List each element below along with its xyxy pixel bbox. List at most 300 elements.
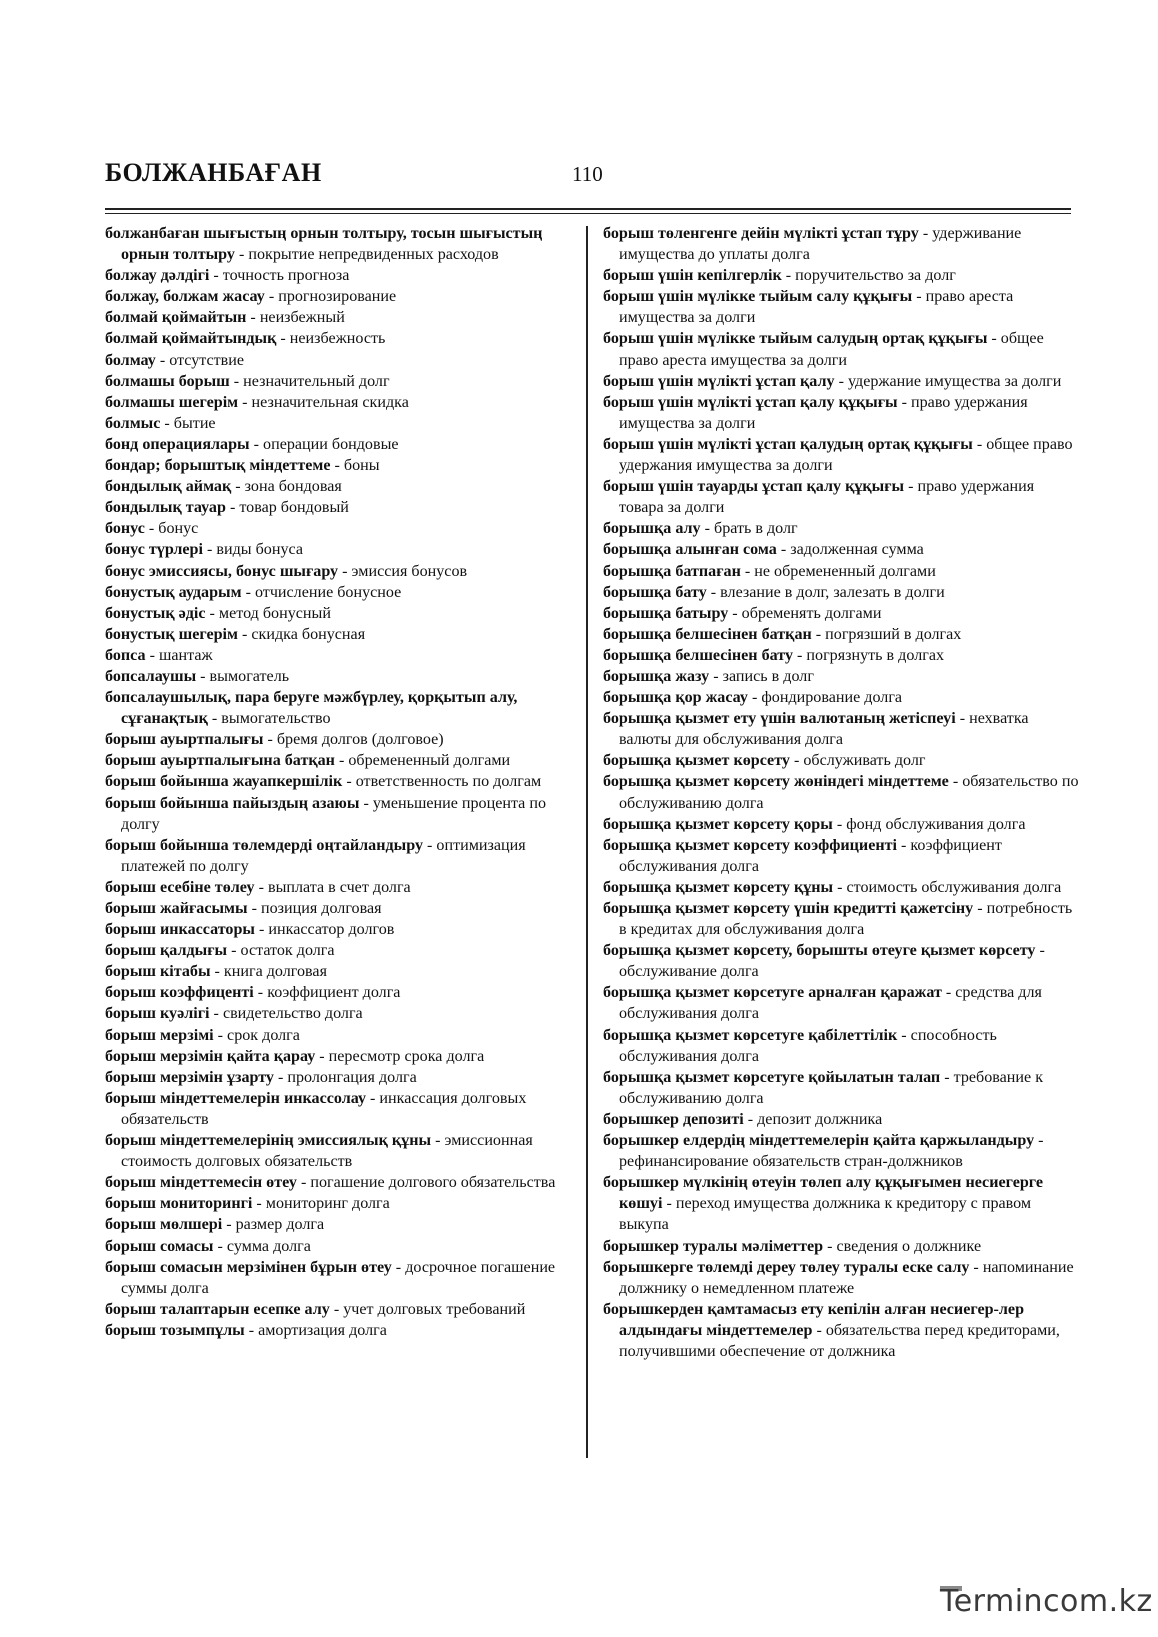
entry-separator: -	[359, 794, 373, 812]
dictionary-entry	[105, 898, 567, 919]
dictionary-entry	[603, 582, 1081, 603]
entry-term: борышқа белшесінен бату	[603, 646, 794, 664]
dictionary-entry	[603, 1172, 1081, 1235]
entry-translation: виды бонуса	[216, 541, 303, 559]
entry-separator: -	[987, 330, 1001, 348]
entry-term: борыш инкассаторы	[105, 921, 255, 939]
page-number: 110	[572, 162, 603, 186]
entry-translation: обремененный долгами	[348, 752, 511, 770]
entry-term: болмай қоймайтын	[105, 309, 247, 327]
dictionary-entry	[603, 1299, 1081, 1362]
entry-term: борыш кітабы	[105, 963, 211, 981]
entry-term: борыш міндеттемесін өтеу	[105, 1174, 297, 1192]
entry-separator: -	[342, 773, 356, 791]
entry-term: борышқа қызмет көрсетуге қабілеттілік	[603, 1026, 898, 1044]
running-head-title: БОЛЖАНБАҒАН	[105, 158, 322, 187]
entry-separator: -	[231, 478, 245, 496]
dictionary-entry	[603, 1236, 1081, 1257]
entry-separator: -	[781, 267, 796, 285]
entry-term: борыш мөлшері	[105, 1216, 223, 1234]
entry-separator: -	[296, 1174, 311, 1192]
entry-term: борышқа қызмет көрсету қоры	[603, 815, 833, 833]
entry-term: борыш мониторингі	[105, 1195, 253, 1213]
entry-separator: -	[155, 351, 170, 369]
dictionary-entry	[105, 1299, 567, 1320]
entry-term: борыш төленгенге дейін мүлікті ұстап тұру	[603, 225, 919, 242]
entry-translation: запись в долг	[722, 667, 814, 685]
dictionary-entry	[105, 940, 567, 961]
dictionary-entry	[105, 1067, 567, 1088]
dictionary-entry	[603, 265, 1081, 286]
dictionary-entry	[603, 645, 1081, 666]
dictionary-entry	[105, 1214, 567, 1235]
entry-term: борышқа батыру	[603, 604, 729, 622]
entry-separator: -	[972, 435, 987, 453]
dictionary-entry	[105, 666, 567, 687]
entry-separator: -	[213, 1237, 227, 1255]
header-rule-thin	[105, 213, 1071, 214]
dictionary-entry	[603, 1257, 1081, 1299]
entry-translation: не обремененный долгами	[754, 562, 936, 580]
dictionary-entry	[105, 1236, 567, 1257]
dictionary-entry	[105, 1320, 567, 1341]
entry-translation: бонус	[158, 520, 199, 538]
entry-separator: -	[225, 499, 240, 517]
entry-term: борыш қалдығы	[105, 942, 228, 960]
dictionary-entry	[105, 982, 567, 1003]
entry-term: борыш үшін мүлікке тыйым салу құқығы	[603, 288, 913, 306]
dictionary-entry	[603, 434, 1081, 476]
entry-term: борышқа қызмет көрсету үшін кредитті қажетсіну	[603, 900, 974, 917]
entry-term: борыш коэффиценті	[105, 984, 254, 1002]
dictionary-entry	[603, 286, 1081, 328]
entry-separator: -	[252, 1195, 266, 1213]
entry-translation: товар бондовый	[239, 499, 349, 517]
entry-term: борышқа қызмет көрсету коэффициенті	[603, 836, 898, 854]
dictionary-entry	[603, 898, 1081, 940]
entry-translation: оптимизация платежей по долгу	[121, 836, 526, 875]
entry-term: борышкер елдердің міндеттемелерін қайта қаржыландыру	[603, 1132, 1035, 1150]
dictionary-entry	[105, 1193, 567, 1214]
dictionary-entry	[105, 771, 567, 792]
entry-translation: досрочное погашение суммы долга	[121, 1258, 556, 1297]
dictionary-entry	[105, 350, 567, 371]
entry-term: бонус эмиссиясы, бонус шығару	[105, 562, 339, 580]
entry-term: болмашы борыш	[105, 372, 230, 390]
dictionary-entry	[105, 1046, 567, 1067]
dictionary-entry	[105, 1003, 567, 1024]
dictionary-entry	[603, 940, 1081, 982]
entry-separator: -	[222, 1216, 236, 1234]
entry-translation: бытие	[173, 414, 216, 432]
entry-separator: -	[897, 393, 912, 411]
entry-translation: удерживание имущества до уплаты долга	[619, 225, 1022, 264]
entry-term: борышқа қызмет көрсету жөніндегі міндеттеме	[603, 773, 949, 791]
entry-translation: бремя долгов (долговое)	[276, 731, 444, 749]
entry-term: бондылық тауар	[105, 499, 226, 517]
dictionary-entry	[105, 750, 567, 771]
entry-term: борышқа жазу	[603, 667, 710, 685]
entry-separator: -	[706, 583, 721, 601]
watermark-logo	[940, 1582, 1153, 1626]
entry-translation: шантаж	[158, 646, 213, 664]
entry-separator: -	[897, 836, 911, 854]
entry-translation: право удержания товара за долги	[619, 478, 1035, 517]
entry-separator: -	[776, 541, 791, 559]
entry-term: борышқа қызмет ету үшін валютаның жетіспеуі	[603, 710, 956, 728]
entry-term: борыш бойынша жауапкершілік	[105, 773, 343, 791]
entry-term: борыш мерзімін ұзарту	[105, 1068, 274, 1086]
dictionary-entry	[603, 708, 1081, 750]
dictionary-entry	[603, 814, 1081, 835]
entry-term: борыш үшін кепілгерлік	[603, 267, 782, 285]
entry-translation: учет долговых требований	[343, 1300, 526, 1318]
dictionary-entry	[603, 877, 1081, 898]
entry-term: борыш есебіне төлеу	[105, 878, 255, 896]
entry-translation: позиция долговая	[261, 900, 382, 917]
entry-separator: -	[973, 900, 987, 917]
entry-term: болжау дәлдігі	[105, 267, 210, 285]
entry-term: бондар; борыштық міндеттеме	[105, 457, 331, 475]
entry-separator: -	[941, 984, 956, 1002]
entry-term: бопсалаушылық, пара беруге мәжбүрлеу, қорқытып алу, сұғанақтық	[105, 689, 518, 728]
entry-separator: -	[897, 1026, 911, 1044]
entry-separator: -	[244, 1321, 259, 1339]
entry-separator: -	[229, 372, 244, 390]
entry-term: борышқа қызмет көрсету, борышты өтеуге қызмет көрсету	[603, 942, 1036, 960]
entry-translation: инкассатор долгов	[268, 921, 395, 939]
entry-translation: удержание имущества за долги	[847, 372, 1062, 390]
dictionary-entry	[603, 539, 1081, 560]
dictionary-entry	[105, 539, 567, 560]
entry-translation: срок долга	[227, 1026, 300, 1044]
entry-separator: -	[918, 225, 933, 242]
entry-separator: -	[209, 267, 223, 285]
entry-term: борышқа алынған сома	[603, 541, 777, 559]
entry-term: борышкер депозиті	[603, 1110, 744, 1128]
entry-separator: -	[249, 435, 264, 453]
entry-translation: вымогатель	[209, 667, 290, 685]
entry-translation: стоимость обслуживания долга	[846, 878, 1062, 896]
dictionary-entry	[105, 265, 567, 286]
entry-term: бопсалаушы	[105, 667, 197, 685]
entry-term: борыш куәлігі	[105, 1005, 210, 1023]
dictionary-entry	[105, 518, 567, 539]
dictionary-entry	[105, 307, 567, 328]
entry-separator: -	[366, 1089, 380, 1107]
entry-term: борыш бойынша пайыздың азаюы	[105, 794, 360, 812]
entry-separator: -	[196, 667, 210, 685]
dictionary-entry	[603, 1109, 1081, 1130]
entry-term: бонус түрлері	[105, 541, 203, 559]
entry-translation: размер долга	[235, 1216, 325, 1234]
entry-term: болмашы шегерім	[105, 393, 239, 411]
dictionary-entry	[603, 835, 1081, 877]
dictionary-entry	[105, 835, 567, 877]
dictionary-entry	[105, 371, 567, 392]
entry-separator: -	[823, 1237, 837, 1255]
entry-separator: -	[700, 520, 714, 538]
entry-separator: -	[234, 246, 249, 264]
entry-term: борыш жайғасымы	[105, 900, 248, 917]
entry-term: болжанбаған шығыстың орнын толтыру, тосын шығыстың орнын толтыру	[105, 225, 543, 264]
entry-separator: -	[144, 520, 159, 538]
entry-separator: -	[391, 1258, 406, 1276]
entry-translation: рефинансирование обязательств стран-должников	[619, 1153, 963, 1171]
dictionary-entry	[105, 455, 567, 476]
entry-term: борыш міндеттемелерін инкассолау	[105, 1089, 366, 1107]
dictionary-entry	[603, 771, 1081, 813]
entry-separator: -	[709, 667, 723, 685]
entry-separator: -	[1034, 1132, 1044, 1150]
entry-translation: общее право удержания имущества за долги	[619, 435, 1073, 475]
entry-separator: -	[145, 646, 159, 664]
entry-term: борышқа қызмет көрсетуге арналған қаражат	[603, 984, 942, 1002]
entry-translation: напоминание должнику о немедленном платеже	[619, 1258, 1074, 1297]
dictionary-entry	[603, 1067, 1081, 1109]
entry-term: борыш бойынша төлемдерді оңтайландыру	[105, 836, 423, 854]
entry-term: борыш сомасын мерзімінен бұрын өтеу	[105, 1258, 392, 1276]
entry-separator: -	[329, 1300, 344, 1318]
entry-term: борышқа батпаған	[603, 562, 741, 580]
entry-translation: инкассация долговых обязательств	[121, 1089, 527, 1128]
entry-term: бонд операциялары	[105, 435, 250, 453]
entry-separator: -	[255, 921, 269, 939]
entry-translation: отсутствие	[169, 351, 245, 369]
entry-translation: сумма долга	[226, 1237, 311, 1255]
entry-translation: уменьшение процента по долгу	[121, 794, 547, 833]
watermark-text: Termincom.kz	[940, 1584, 1153, 1619]
dictionary-entry	[105, 1025, 567, 1046]
entry-translation: незначительная скидка	[251, 393, 409, 411]
entry-separator: -	[747, 689, 762, 707]
dictionary-entry	[105, 877, 567, 898]
entry-translation: скидка бонусная	[251, 625, 366, 643]
dictionary-entry	[105, 793, 567, 835]
dictionary-entry	[603, 666, 1081, 687]
entry-separator: -	[789, 752, 804, 770]
entry-translation: брать в долг	[714, 520, 798, 538]
dictionary-entry	[105, 582, 567, 603]
entry-translation: эмиссия бонусов	[351, 562, 468, 580]
dictionary-entry	[603, 223, 1081, 265]
entry-separator: -	[237, 625, 252, 643]
entry-term: борышқа қызмет көрсету құны	[603, 878, 834, 896]
entry-separator: -	[334, 752, 349, 770]
entry-term: бонустық аударым	[105, 583, 242, 601]
dictionary-entry	[603, 1130, 1081, 1172]
entry-separator: -	[338, 562, 352, 580]
entry-translation: обслуживание долга	[619, 963, 759, 981]
dictionary-entry	[603, 392, 1081, 434]
entry-translation: пересмотр срока долга	[328, 1047, 485, 1065]
entry-translation: амортизация долга	[258, 1321, 387, 1339]
dictionary-entry	[105, 561, 567, 582]
entry-translation: фондирование долга	[761, 689, 903, 707]
entry-translation: способность обслуживания долга	[619, 1026, 997, 1065]
entry-translation: погрязнуть в долгах	[806, 646, 945, 664]
dictionary-entry	[105, 1257, 567, 1299]
entry-separator: -	[253, 984, 268, 1002]
entry-separator: -	[276, 330, 290, 348]
entry-term: бопса	[105, 646, 146, 664]
entry-separator: -	[904, 478, 918, 496]
entry-translation: метод бонусный	[218, 604, 331, 622]
entry-term: борыш ауыртпалығы	[105, 731, 264, 749]
entry-separator: -	[247, 900, 261, 917]
entry-term: болжау, болжам жасау	[105, 288, 265, 306]
entry-translation: ответственность по долгам	[355, 773, 542, 791]
dictionary-entry	[603, 687, 1081, 708]
dictionary-entry	[603, 982, 1081, 1024]
column-divider	[586, 226, 588, 1458]
entry-separator: -	[227, 942, 241, 960]
entry-term: бонустық шегерім	[105, 625, 238, 643]
entry-translation: отчисление бонусное	[254, 583, 402, 601]
dictionary-entry	[105, 603, 567, 624]
entry-separator: -	[833, 878, 847, 896]
entry-translation: общее право ареста имущества за долги	[619, 330, 1044, 369]
dictionary-entry	[603, 624, 1081, 645]
dictionary-entry	[603, 328, 1081, 370]
entry-separator: -	[209, 1005, 223, 1023]
dictionary-entry	[105, 413, 567, 434]
entry-separator: -	[728, 604, 742, 622]
entry-term: борыш үшін мүлікке тыйым салудың ортақ құқығы	[603, 330, 988, 348]
entry-separator: -	[912, 288, 926, 306]
entry-translation: вымогательство	[221, 710, 331, 728]
entry-term: бондылық аймақ	[105, 478, 232, 496]
entry-term: борышқа қызмет көрсету	[603, 752, 790, 770]
entry-separator: -	[207, 710, 222, 728]
entry-separator: -	[793, 646, 807, 664]
entry-separator: -	[238, 393, 252, 411]
entry-term: борыш міндеттемелерінің эмиссиялық құны	[105, 1132, 432, 1150]
entry-term: борыш мерзімі	[105, 1026, 214, 1044]
dictionary-entry	[603, 561, 1081, 582]
entry-translation: незначительный долг	[243, 372, 390, 390]
entry-term: борышкерден қамтамасыз ету кепілін алған несиегер-лер алдындағы міндеттемелер	[603, 1300, 1025, 1339]
entry-translation: неизбежный	[259, 309, 345, 327]
entry-term: борыш үшін мүлікті ұстап қалу құқығы	[603, 393, 898, 411]
entry-translation: задолженная сумма	[790, 541, 924, 559]
entry-translation: эмиссионная стоимость долговых обязательств	[121, 1132, 533, 1171]
entry-term: борышқа алу	[603, 520, 701, 538]
entry-separator: -	[330, 457, 344, 475]
entry-separator: -	[263, 731, 277, 749]
entry-translation: обязательства перед кредиторами, получившими обеспечение от должника	[619, 1321, 1060, 1360]
dictionary-entry	[105, 434, 567, 455]
right-column	[603, 223, 1081, 1362]
entry-term: борыш үшін тауарды ұстап қалу құқығы	[603, 478, 905, 496]
entry-translation: покрытие непредвиденных расходов	[248, 246, 499, 264]
entry-translation: потребность в кредитах для обслуживания долга	[619, 900, 1073, 939]
entry-term: борышқа бату	[603, 583, 707, 601]
entry-translation: требование к обслуживанию долга	[619, 1068, 1044, 1107]
dictionary-entry	[105, 645, 567, 666]
dictionary-entry	[105, 497, 567, 518]
dictionary-entry	[105, 729, 567, 750]
entry-separator: -	[246, 309, 260, 327]
entry-separator: -	[662, 1195, 676, 1213]
dictionary-entry	[105, 687, 567, 729]
entry-separator: -	[423, 836, 437, 854]
entry-term: болмай қоймайтындық	[105, 330, 277, 348]
entry-translation: неизбежность	[289, 330, 386, 348]
entry-translation: депозит должника	[757, 1110, 883, 1128]
entry-separator: -	[1035, 942, 1045, 960]
entry-separator: -	[202, 541, 217, 559]
dictionary-entry	[105, 286, 567, 307]
entry-term: борышкер мүлкінің өтеуін төлеп алу құқығымен несиегерге көшуі	[603, 1174, 1044, 1213]
entry-separator: -	[740, 562, 755, 580]
entry-term: бонустық әдіс	[105, 604, 206, 622]
entry-translation: право удержания имущества за долги	[619, 393, 1028, 432]
entry-term: борыш мерзімін қайта қарау	[105, 1047, 316, 1065]
entry-separator: -	[160, 414, 174, 432]
entry-translation: погрязший в долгах	[825, 625, 962, 643]
entry-separator: -	[264, 288, 279, 306]
entry-translation: выплата в счет долга	[267, 878, 411, 896]
dictionary-entry	[105, 392, 567, 413]
entry-translation: сведения о должнике	[836, 1237, 982, 1255]
dictionary-entry	[105, 624, 567, 645]
dictionary-entry	[603, 750, 1081, 771]
entry-separator: -	[431, 1132, 445, 1150]
entry-term: борышқа қор жасау	[603, 689, 748, 707]
dictionary-entry	[105, 328, 567, 349]
entry-term: борыш талаптарын есепке алу	[105, 1300, 330, 1318]
entry-translation: точность прогноза	[222, 267, 350, 285]
dictionary-entry	[105, 1172, 567, 1193]
entry-term: борышқа белшесінен батқан	[603, 625, 812, 643]
entry-translation: нехватка валюты для обслуживания долга	[619, 710, 1029, 749]
entry-translation: операции бондовые	[263, 435, 399, 453]
entry-translation: фонд обслуживания долга	[846, 815, 1026, 833]
entry-separator: -	[812, 1321, 826, 1339]
entry-separator: -	[241, 583, 255, 601]
entry-separator: -	[948, 773, 963, 791]
entry-separator: -	[811, 625, 826, 643]
entry-translation: обременять долгами	[741, 604, 882, 622]
entry-translation: мониторинг долга	[265, 1195, 390, 1213]
entry-translation: влезание в долг, залезать в долги	[720, 583, 945, 601]
entry-translation: переход имущества должника к кредитору с правом выкупа	[619, 1195, 1032, 1234]
entry-translation: книга долговая	[223, 963, 327, 981]
entry-translation: право ареста имущества за долги	[619, 288, 1014, 327]
left-column	[105, 223, 567, 1341]
entry-term: борышкерге төлемді дереу төлеу туралы еске салу	[603, 1258, 970, 1276]
entry-separator: -	[955, 710, 970, 728]
entry-separator: -	[205, 604, 219, 622]
entry-term: болмау	[105, 351, 156, 369]
entry-translation: свидетельство долга	[222, 1005, 363, 1023]
dictionary-entry	[105, 919, 567, 940]
entry-translation: коэффициент долга	[267, 984, 401, 1002]
entry-term: борышкер туралы мәліметтер	[603, 1237, 824, 1255]
entry-separator: -	[834, 372, 848, 390]
entry-translation: средства для обслуживания долга	[619, 984, 1042, 1023]
entry-separator: -	[273, 1068, 288, 1086]
entry-translation: зона бондовая	[244, 478, 342, 496]
entry-separator: -	[940, 1068, 954, 1086]
entry-term: борыш үшін мүлікті ұстап қалу	[603, 372, 835, 390]
entry-translation: остаток долга	[240, 942, 335, 960]
entry-separator: -	[743, 1110, 758, 1128]
entry-translation: пролонгация долга	[287, 1068, 417, 1086]
entry-term: борыш үшін мүлікті ұстап қалудың ортақ құқығы	[603, 435, 973, 453]
dictionary-entry	[105, 223, 567, 265]
